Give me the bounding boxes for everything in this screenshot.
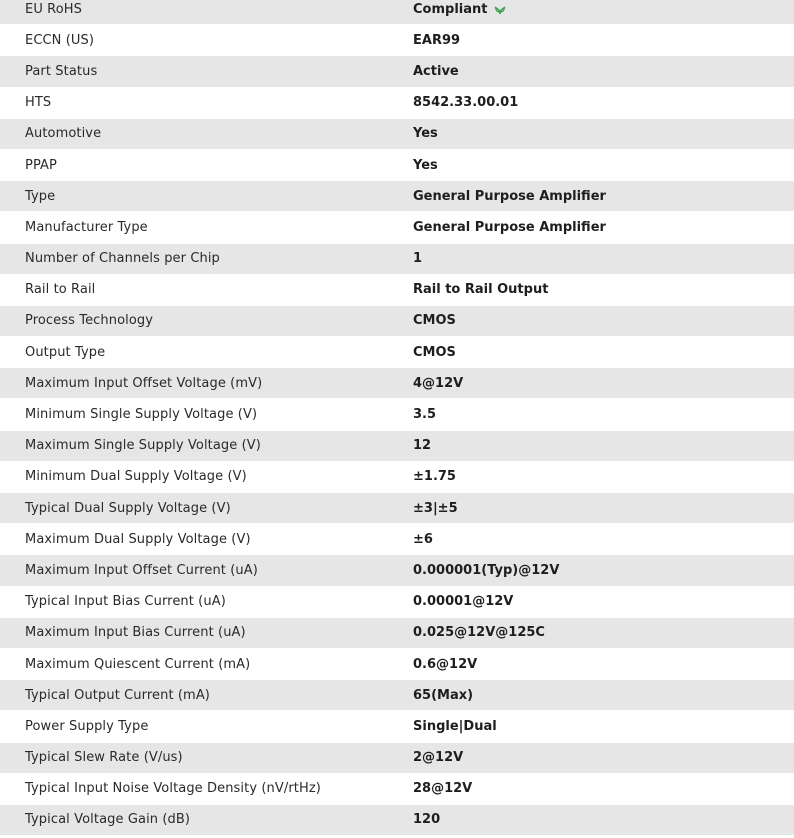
spec-value <box>413 95 794 110</box>
spec-value-text: CMOS <box>413 344 456 360</box>
spec-label: Maximum Input Offset Voltage (mV) <box>25 375 263 391</box>
spec-label: Output Type <box>25 344 106 360</box>
spec-label: Automotive <box>25 126 102 142</box>
spec-value-text: Active <box>413 63 459 79</box>
leaf-icon <box>493 2 507 16</box>
spec-row <box>0 743 794 774</box>
spec-label: Typical Input Bias Current (uA) <box>25 594 226 610</box>
spec-value-text: 120 <box>413 812 441 828</box>
spec-value <box>413 33 794 48</box>
spec-value-text: Rail to Rail Output <box>413 282 549 298</box>
spec-row <box>0 618 794 649</box>
spec-row <box>0 0 794 25</box>
spec-label: Typical Slew Rate (V/us) <box>25 750 183 766</box>
spec-value-text: ±1.75 <box>413 469 456 485</box>
spec-value <box>413 501 794 516</box>
spec-value-text: CMOS <box>413 313 456 329</box>
spec-label: Maximum Single Supply Voltage (V) <box>25 438 261 454</box>
spec-value-text: General Purpose Amplifier <box>413 188 606 204</box>
spec-row <box>0 805 794 836</box>
spec-label: ECCN (US) <box>25 32 95 48</box>
spec-label: Minimum Single Supply Voltage (V) <box>25 407 258 423</box>
spec-label: Typical Dual Supply Voltage (V) <box>25 500 231 516</box>
spec-label: Manufacturer Type <box>25 219 148 235</box>
spec-label: Maximum Input Offset Current (uA) <box>25 562 258 578</box>
spec-value-text: 65(Max) <box>413 687 474 703</box>
spec-value <box>413 376 794 391</box>
spec-value <box>413 812 794 827</box>
spec-value-text: EAR99 <box>413 32 461 48</box>
spec-value <box>413 282 794 297</box>
spec-label: Type <box>25 188 56 204</box>
spec-row <box>0 119 794 150</box>
spec-label: Maximum Dual Supply Voltage (V) <box>25 531 251 547</box>
spec-value-text: Compliant <box>413 1 488 17</box>
spec-label: PPAP <box>25 157 57 173</box>
spec-row <box>0 150 794 181</box>
spec-value <box>413 594 794 609</box>
spec-value-text: ±3|±5 <box>413 500 458 516</box>
spec-row <box>0 244 794 275</box>
spec-value <box>413 438 794 453</box>
spec-label: Typical Output Current (mA) <box>25 687 210 703</box>
spec-label: Maximum Quiescent Current (mA) <box>25 656 251 672</box>
spec-label: Rail to Rail <box>25 282 96 298</box>
spec-value-text: 2@12V <box>413 750 464 766</box>
spec-value-text: Yes <box>413 126 438 142</box>
spec-row <box>0 399 794 430</box>
spec-row <box>0 431 794 462</box>
spec-value-text: 1 <box>413 251 423 267</box>
spec-value <box>413 688 794 703</box>
spec-value <box>413 251 794 266</box>
spec-value-text: 0.025@12V@125C <box>413 625 545 641</box>
spec-value <box>413 220 794 235</box>
spec-row <box>0 306 794 337</box>
spec-value <box>413 563 794 578</box>
spec-label: HTS <box>25 95 52 111</box>
spec-row <box>0 711 794 742</box>
spec-label: Number of Channels per Chip <box>25 251 220 267</box>
spec-value-text: Single|Dual <box>413 718 497 734</box>
spec-row <box>0 56 794 87</box>
spec-value <box>413 2 794 17</box>
spec-value-text: General Purpose Amplifier <box>413 219 606 235</box>
spec-value <box>413 407 794 422</box>
spec-row <box>0 649 794 680</box>
spec-row <box>0 337 794 368</box>
spec-value <box>413 158 794 173</box>
spec-value <box>413 657 794 672</box>
spec-label: Typical Input Noise Voltage Density (nV/rtHz) <box>25 781 321 797</box>
spec-label: Typical Voltage Gain (dB) <box>25 812 191 828</box>
spec-value <box>413 126 794 141</box>
spec-label: Minimum Dual Supply Voltage (V) <box>25 469 247 485</box>
spec-value <box>413 781 794 796</box>
spec-value <box>413 469 794 484</box>
spec-label: Process Technology <box>25 313 154 329</box>
spec-value-text: Yes <box>413 157 438 173</box>
spec-value <box>413 345 794 360</box>
spec-value <box>413 532 794 547</box>
spec-value-text: 4@12V <box>413 375 464 391</box>
spec-row <box>0 493 794 524</box>
spec-value-text: 0.6@12V <box>413 656 478 672</box>
spec-row <box>0 25 794 56</box>
spec-label: EU RoHS <box>25 1 82 17</box>
spec-label: Maximum Input Bias Current (uA) <box>25 625 246 641</box>
spec-value <box>413 625 794 640</box>
spec-value <box>413 750 794 765</box>
spec-row <box>0 555 794 586</box>
spec-value-text: 0.000001(Typ)@12V <box>413 562 560 578</box>
spec-value-text: ±6 <box>413 531 433 547</box>
spec-row <box>0 587 794 618</box>
spec-row <box>0 368 794 399</box>
spec-row <box>0 462 794 493</box>
spec-value-text: 3.5 <box>413 407 437 423</box>
spec-value-text: 8542.33.00.01 <box>413 95 519 111</box>
spec-label: Power Supply Type <box>25 718 149 734</box>
spec-row <box>0 680 794 711</box>
spec-value <box>413 313 794 328</box>
spec-value-text: 0.00001@12V <box>413 594 514 610</box>
spec-label: Part Status <box>25 63 98 79</box>
spec-value <box>413 719 794 734</box>
spec-value-text: 28@12V <box>413 781 473 797</box>
spec-row <box>0 275 794 306</box>
spec-row <box>0 88 794 119</box>
spec-value <box>413 64 794 79</box>
spec-row <box>0 774 794 805</box>
spec-row <box>0 524 794 555</box>
spec-row <box>0 181 794 212</box>
spec-row <box>0 212 794 243</box>
spec-value <box>413 189 794 204</box>
spec-value-text: 12 <box>413 438 432 454</box>
